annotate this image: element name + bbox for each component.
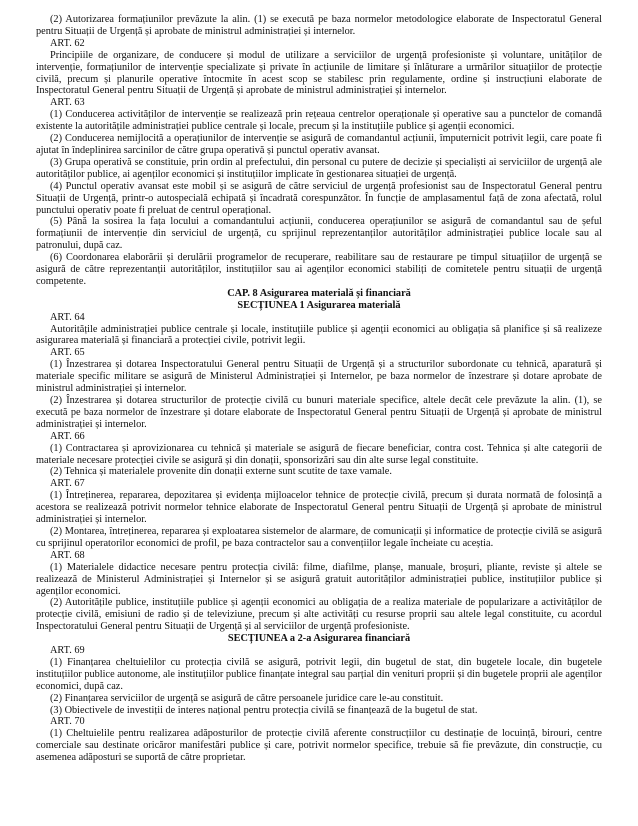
article-number-64: ART. 64 xyxy=(50,311,85,323)
paragraph-art69-2: (2) Finanțarea serviciilor de urgență se asigură de către persoanele juridice care le-au constituit. xyxy=(50,692,444,704)
paragraph-art68-1: (1) Materialele didactice necesare pentru protecția civilă: filme, diafilme, planșe, manuale, broșuri, pliante, reviste și altele se realizează de Ministerul Administrației și Internelor și se asigură gratuit autorităților administrației publice, instituțiilor publice și agenților economici. xyxy=(36,561,602,597)
paragraph-art66-1: (1) Contractarea și aprovizionarea cu tehnică și materiale se asigură de fiecare beneficiar, contra cost. Tehnica și alte categorii de materiale necesare protecției civile se asigură și din donații, sponsorizări sau din alte surse legal constituite. xyxy=(36,442,602,466)
paragraph-art63-2: (2) Conducerea nemijlocită a operațiunilor de intervenție se asigură de comandantul acțiunii, împuternicit potrivit legii, care poate fi ajutat în îndeplinirea sarcinilor de către grupa operativă și punctul operativ avansat. xyxy=(36,133,602,156)
paragraph-art65-2: (2) Înzestrarea și dotarea structurilor de protecție civilă cu bunuri materiale specifice, altele decât cele prevăzute la alin. (1), se execută pe baza normelor de înzestrare și dotare elaborate de Inspectoratul General pentru Situații de Urgență și aprobate de ministrul administrației și internelor. xyxy=(36,395,602,430)
paragraph-art70-1: (1) Cheltuielile pentru realizarea adăposturilor de protecție civilă aferente construcțiilor cu destinație de locuință, birouri, centre comerciale sau destinate oricăror manifestări publice și care, potrivit normelor specifice, trebuie să fie prevăzute, din construcție, cu asemenea adăposturi se suportă de către proprietar. xyxy=(36,728,602,764)
article-number-67: ART. 67 xyxy=(50,478,85,490)
paragraph-art62: Principiile de organizare, de conducere și modul de utilizare a serviciilor de urgență profesioniste și voluntare, unităților de intervenție, formațiunilor de intervenție specializate și private în acțiunile de limitare și înlăturare a urmărilor situațiilor de protecție civilă, precum și planurile operative întocmite în acest scop se stabilesc prin regulamente, ordine și instrucțiuni elaborate de Inspectoratul General pentru Situații de Urgență și aprobate de ministrul administrației și internelor. xyxy=(36,49,602,97)
article-number-66: ART. 66 xyxy=(50,430,85,442)
chapter-heading: CAP. 8 Asigurarea materială și financiară xyxy=(227,287,411,299)
paragraph-art61-2: (2) Autorizarea formațiunilor prevăzute la alin. (1) se execută pe baza normelor metodologice elaborate de Inspectoratul General pentru Situații de Urgență și aprobate de ministrul administrației și internelor. xyxy=(36,14,602,37)
paragraph-art69-1: (1) Finanțarea cheltuielilor cu protecția civilă se asigură, potrivit legii, din bugetul de stat, din bugetele locale, din bugetele instituțiilor publice autonome, ale instituțiilor publice finanțate integral sau parțial din venituri proprii și din bugetele proprii ale agenților economici, după caz. xyxy=(36,656,602,692)
article-number-68: ART. 68 xyxy=(50,549,85,561)
paragraph-art67-1: (1) Întreținerea, repararea, depozitarea și evidența mijloacelor tehnice de protecție civilă, precum și durata normată de folosință a acestora se realizează potrivit normelor tehnice elaborate de Inspectoratul General pentru Situații de Urgență și aprobate de ministrul administrației și internelor. xyxy=(36,490,602,526)
section-heading-2: SECȚIUNEA a 2-a Asigurarea financiară xyxy=(227,633,411,645)
paragraph-art63-6: (6) Coordonarea elaborării și derulării programelor de recuperare, reabilitare sau de restaurare pe timpul situațiilor de urgență se asigură de către reprezentanții autorităților, instituțiilor sau ai agenților economici stabiliți de comitetele pentru situații de urgență competente. xyxy=(36,252,602,287)
article-number-62: ART. 62 xyxy=(50,37,85,49)
paragraph-art64: Autoritățile administrației publice centrale și locale, instituțiile publice și agenții economici au obligația să planifice și să realizeze asigurarea materială și financiară a protecției civile, potrivit legii. xyxy=(36,323,602,347)
paragraph-art67-2: (2) Montarea, întreținerea, repararea și exploatarea sistemelor de alarmare, de comunicații și informatice de protecție civilă se asigură cu sprijinul operatorilor economici de profil, pe baza contractelor sau a convențiilor legale încheiate cu aceștia. xyxy=(36,525,602,549)
section-heading-1: SECȚIUNEA 1 Asigurarea materială xyxy=(237,299,401,311)
paragraph-art66-2: (2) Tehnica și materialele provenite din donații externe sunt scutite de taxe vamale. xyxy=(50,466,392,478)
article-number-63: ART. 63 xyxy=(50,97,85,109)
paragraph-art63-3: (3) Grupa operativă se constituie, prin ordin al prefectului, din personal cu putere de decizie și specialiști ai serviciilor de urgență ale autorităților publice, ai agenților economici și instituțiilor implicate în gestionarea situației de urgență. xyxy=(36,156,602,180)
paragraph-art63-4: (4) Punctul operativ avansat este mobil și se asigură de către serviciul de urgență profesionist sau de Inspectoratul General pentru Situații de Urgență, printr-o autospecială echipată și încadrată corespunzător. În funcție de amplasamentul față de zona afectată, rolul punctului operativ poate fi preluat de centrul operațional. xyxy=(36,180,602,216)
paragraph-art68-2: (2) Autoritățile publice, instituțiile publice și agenții economici au obligația de a realiza materiale de popularizare a activităților de protecție civilă, emisiuni de radio și de televiziune, precum și alte activități cu resurse proprii sau altele legal constituite, cu acordul Inspectoratului General pentru Situații de Urgență și al serviciilor de urgență profesioniste. xyxy=(36,597,602,633)
paragraph-art63-5: (5) Până la sosirea la fața locului a comandantului acțiunii, conducerea operațiunilor se asigură de comandantul sau de șeful formațiunii de intervenție din serviciul de urgență, cu sprijinul reprezentanților autorităților administrației publice locale sau al patronului, după caz. xyxy=(36,216,602,252)
article-number-70: ART. 70 xyxy=(50,716,85,728)
article-number-69: ART. 69 xyxy=(50,645,85,657)
paragraph-art65-1: (1) Înzestrarea și dotarea Inspectoratului General pentru Situații de Urgență și a structurilor subordonate cu tehnică, aparatură și materiale specific militare se asigură de Ministerul Administrației și Internelor, pe baza normelor de înzestrare și dotare aprobate de ministrul administrației și internelor. xyxy=(36,359,602,395)
article-number-65: ART. 65 xyxy=(50,347,85,359)
paragraph-art69-3: (3) Obiectivele de investiții de interes național pentru protecția civilă se finanțează de la bugetul de stat. xyxy=(50,704,478,716)
paragraph-art63-1: (1) Conducerea activităților de intervenție se realizează prin rețeaua centrelor operaționale și operative sau a punctelor de comandă existente la autoritățile administrației publice centrale și locale, precum și la instituțiile publice și agenții economici. xyxy=(36,109,602,133)
